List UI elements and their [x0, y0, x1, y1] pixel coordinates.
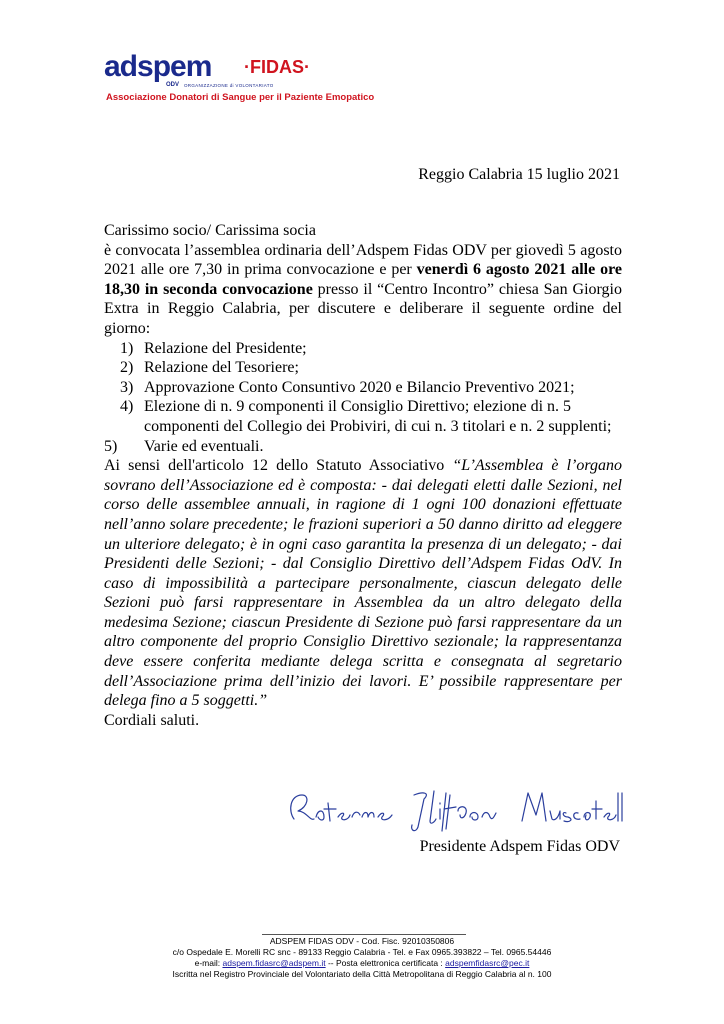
agenda-text: Relazione del Presidente;: [144, 339, 307, 357]
signer-title: Presidente Adspem Fidas ODV: [419, 838, 620, 855]
greeting: Carissimo socio/ Carissima socia: [104, 222, 316, 239]
statute-lead: Ai sensi dell'articolo 12 dello Statuto Associativo: [104, 457, 453, 475]
intro-bold: venerdì 6 agosto 2021 alle ore 18,30 in seconda convocazione: [104, 261, 622, 298]
footer-line-2: c/o Ospedale E. Morelli RC snc - 89133 Reggio Calabria - Tel. e Fax 0965.393822 – Tel. 0965.54446: [172, 947, 552, 957]
logo-org-type: ORGANIZZAZIONE di VOLONTARIATO: [184, 83, 274, 88]
agenda-text: Approvazione Conto Consuntivo 2020 e Bilancio Preventivo 2021;: [144, 378, 575, 396]
footer: [0, 936, 724, 980]
footer-line-1: ADSPEM FIDAS ODV - Cod. Fisc. 92010350806: [269, 936, 455, 946]
letter-body: [104, 221, 622, 730]
agenda-text: Elezione di n. 9 componenti il Consiglio Direttivo; elezione di n. 5 componenti del Collegio dei Probiviri, di cui n. 3 titolari e n. 2 supplenti;: [144, 398, 612, 435]
agenda-text: Varie ed eventuali.: [144, 437, 264, 455]
agenda-item: [104, 397, 622, 436]
logo-fidas: ·FIDAS·: [244, 57, 310, 77]
agenda-item-5: [104, 437, 622, 457]
agenda-number: 2): [120, 359, 134, 377]
agenda-item: [104, 358, 622, 378]
handwritten-signature: [284, 781, 624, 837]
footer-email-link[interactable]: adspem.fidasrc@adspem.it: [222, 958, 326, 968]
agenda-number: 5): [104, 437, 118, 455]
agenda-text: Relazione del Tesoriere;: [144, 359, 299, 377]
footer-line-4: Iscritta nel Registro Provinciale del Volontariato della Città Metropolitana di Reggio Calabria al n. 100: [172, 969, 552, 979]
statute-quote: “L’Assemblea è l’organo sovrano dell’Associazione ed è composta: - dai delegati eletti dalle Sezioni, nel corso delle assemblee annuali, in ragione di 1 ogni 100 donazioni effettuate nell’anno solare precedente; le frazioni superiori a 50 danno diritto ad eleggere un ulteriore delegato; è in ogni caso garantita la presenza di un delegato; - dai Presidenti delle Sezioni; - dal Consiglio Direttivo dell’Adspem Fidas OdV. In caso di impossibilità a partecipare personalmente, ciascun delegato delle Sezioni può farsi rappresentare in Assemblea da un altro delegato della medesima Sezione; ciascun Presidente di Sezione può farsi rappresentare da un altro componente del proprio Consiglio Direttivo sezionale; la rappresentanza deve essere conferita mediante delega scritta e consegnata al segretario dell’Associazione prima dell’inizio dei lavori. E’ possibile rappresentare per delega fino a 5 soggetti.”: [104, 457, 623, 710]
agenda-list: [104, 339, 622, 437]
dateline: Reggio Calabria 15 luglio 2021: [418, 166, 620, 183]
agenda-number: 3): [120, 378, 134, 396]
closing: Cordiali saluti.: [104, 711, 200, 729]
agenda-item: [104, 339, 622, 359]
logo-odv: ODV: [166, 82, 180, 88]
footer-email-label: e-mail:: [194, 958, 223, 968]
logo-association-name: Associazione Donatori di Sangue per il Paziente Emopatico: [106, 92, 375, 103]
agenda-number: 4): [120, 398, 134, 416]
footer-pec-label: -- Posta elettronica certificata :: [325, 958, 446, 968]
agenda-number: 1): [120, 339, 134, 357]
intro-text-1: è convocata l’assemblea ordinaria dell’Adspem Fidas ODV per giovedì 5 agosto 2021 alle ore 7,30 in prima convocazione e per: [104, 241, 622, 279]
intro-paragraph: [104, 241, 622, 339]
statute-paragraph: [104, 456, 622, 711]
intro-text-2: presso il “Centro Incontro” chiesa San Giorgio Extra in Reggio Calabria, per discutere e deliberare il seguente ordine del giorno:: [104, 280, 622, 337]
footer-pec-link[interactable]: adspemfidasrc@pec.it: [445, 958, 530, 968]
agenda-item: [104, 378, 622, 398]
footer-divider: [262, 934, 466, 935]
logo-wordmark: adspem: [104, 50, 212, 83]
footer-line-3: [0, 958, 724, 969]
adspem-logo: [104, 50, 375, 112]
